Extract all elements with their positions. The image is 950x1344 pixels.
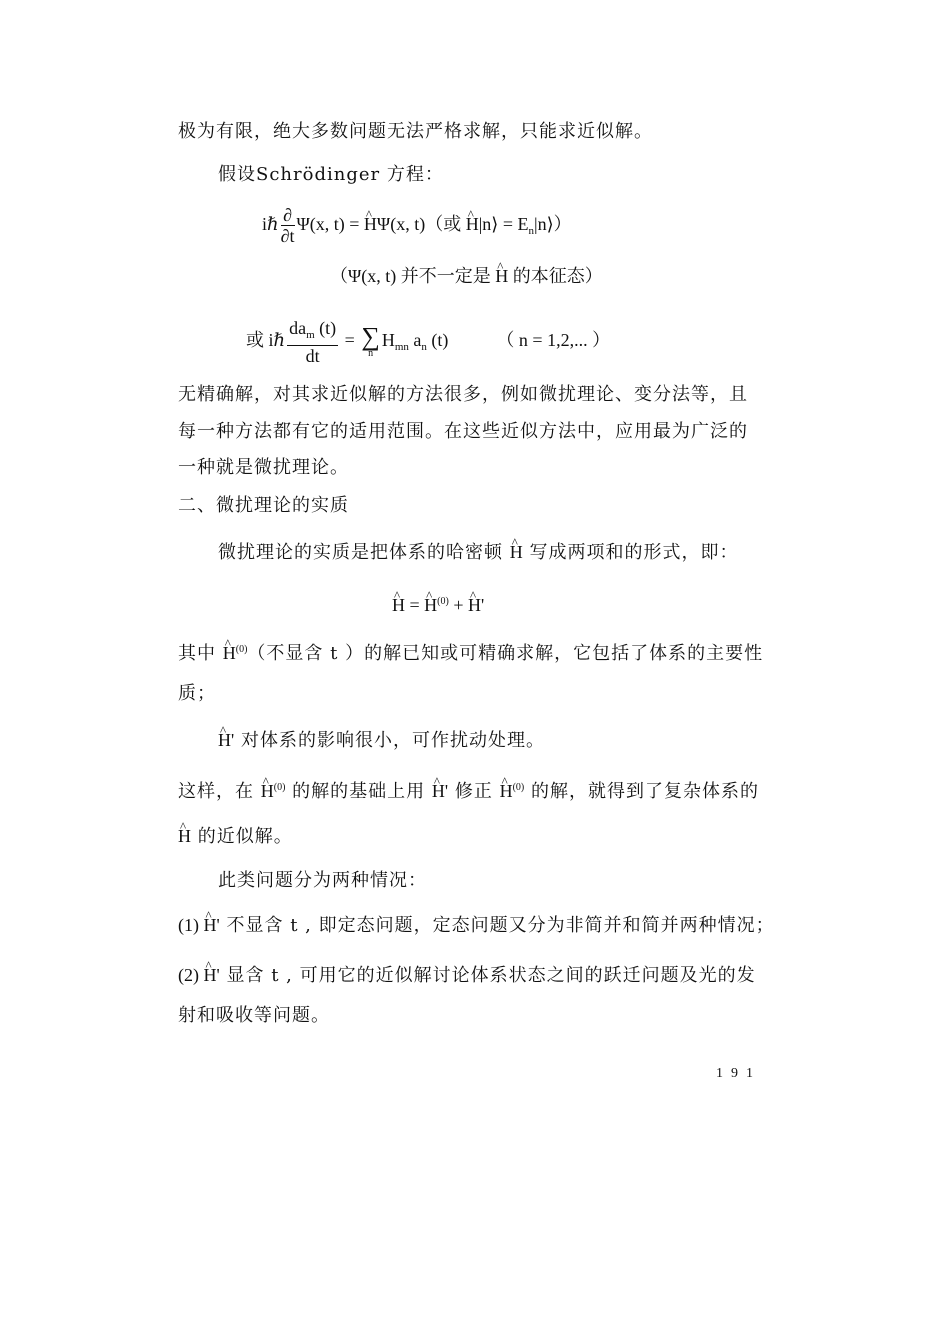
paragraph-line: ^ H 的近似解。	[178, 824, 293, 849]
paragraph-line: 假设Schrödinger 方程：	[218, 164, 444, 185]
perturbation-symbol: ^ H	[218, 728, 231, 752]
paragraph-line: 质；	[178, 683, 216, 704]
unperturbed-hamiltonian-symbol: ^ H	[500, 779, 513, 803]
equation-split-hamiltonian: ^ H = ^ $H^{(0)}$ + ^ H'	[392, 590, 484, 617]
unperturbed-hamiltonian-symbol: ^ H	[424, 593, 437, 617]
list-item: (1) ^ H' 不显含 t , 即定态问题，定态问题又分为非简并和简并两种情况；	[178, 913, 775, 938]
paragraph-line: 极为有限，绝大多数问题无法严格求解，只能求近似解。	[178, 121, 653, 142]
paragraph-line: 微扰理论的实质是把体系的哈密顿 ^ H 写成两项和的形式，即：	[218, 540, 738, 565]
hamiltonian-symbol: ^ H	[466, 202, 479, 246]
time-derivative-fraction: $\frac{da_m (t)}{dt}$	[289, 317, 337, 366]
paragraph-line: 每一种方法都有它的适用范围。在这些近似方法中，应用最为广泛的	[178, 421, 748, 442]
perturbation-symbol: ^ H	[204, 963, 217, 987]
paragraph-line: 这样，在 ^ $H^{(0)}$ 的解的基础上用 ^ H' 修正 ^ $H^{(0)}$ 的解，就得到了复杂体系的	[178, 776, 759, 804]
paragraph-line: 射和吸收等问题。	[178, 1005, 330, 1026]
list-item: (2) ^ H' 显含 t , 可用它的近似解讨论体系状态之间的跃迁问题及光的发	[178, 963, 756, 988]
unperturbed-hamiltonian-symbol: ^ H	[261, 779, 274, 803]
hamiltonian-symbol: ^ H	[392, 593, 405, 617]
paragraph-line: ^ H' 对体系的影响很小，可作扰动处理。	[218, 728, 545, 753]
hamiltonian-symbol: ^ H	[510, 540, 523, 564]
equation-note: （Ψ(x, t) 并不一定是 ^ H 的本征态）	[330, 264, 603, 288]
hamiltonian-symbol: ^ H	[364, 202, 377, 246]
partial-fraction: $\frac{\partial}{\partial t}$	[280, 205, 295, 247]
section-heading: 二、微扰理论的实质	[178, 495, 349, 516]
equation-schrodinger: iℏ $\frac{\partial}{\partial t}$ Ψ(x, t) = ^ HΨ(x, t)（或 ^ H|n⟩ = $E_n|n⟩$）	[262, 202, 572, 253]
perturbation-symbol: ^ H	[432, 779, 445, 803]
summation-symbol: ∑ n	[361, 321, 380, 359]
equation-coefficients: 或 iℏ $\frac{da_m (t)}{dt}$ = ∑ n $H_{mn}$ $a_n$ (t) （ n = 1,2,... ）	[246, 317, 611, 366]
paragraph-line: 其中 ^ $H^{(0)}$（不显含 t ）的解已知或可精确求解，它包括了体系的主要性	[178, 638, 763, 666]
perturbation-symbol: ^ H	[204, 913, 217, 937]
paragraph-line: 此类问题分为两种情况：	[218, 870, 427, 891]
paragraph-line: 一种就是微扰理论。	[178, 457, 349, 478]
page-number: 191	[716, 1066, 761, 1081]
paragraph-line: 无精确解，对其求近似解的方法很多，例如微扰理论、变分法等，且	[178, 384, 748, 405]
unperturbed-hamiltonian-symbol: ^ H	[223, 641, 236, 665]
hamiltonian-symbol: ^ H	[495, 264, 508, 288]
hamiltonian-symbol: ^ H	[178, 824, 191, 848]
perturbation-symbol: ^ H	[468, 593, 481, 617]
